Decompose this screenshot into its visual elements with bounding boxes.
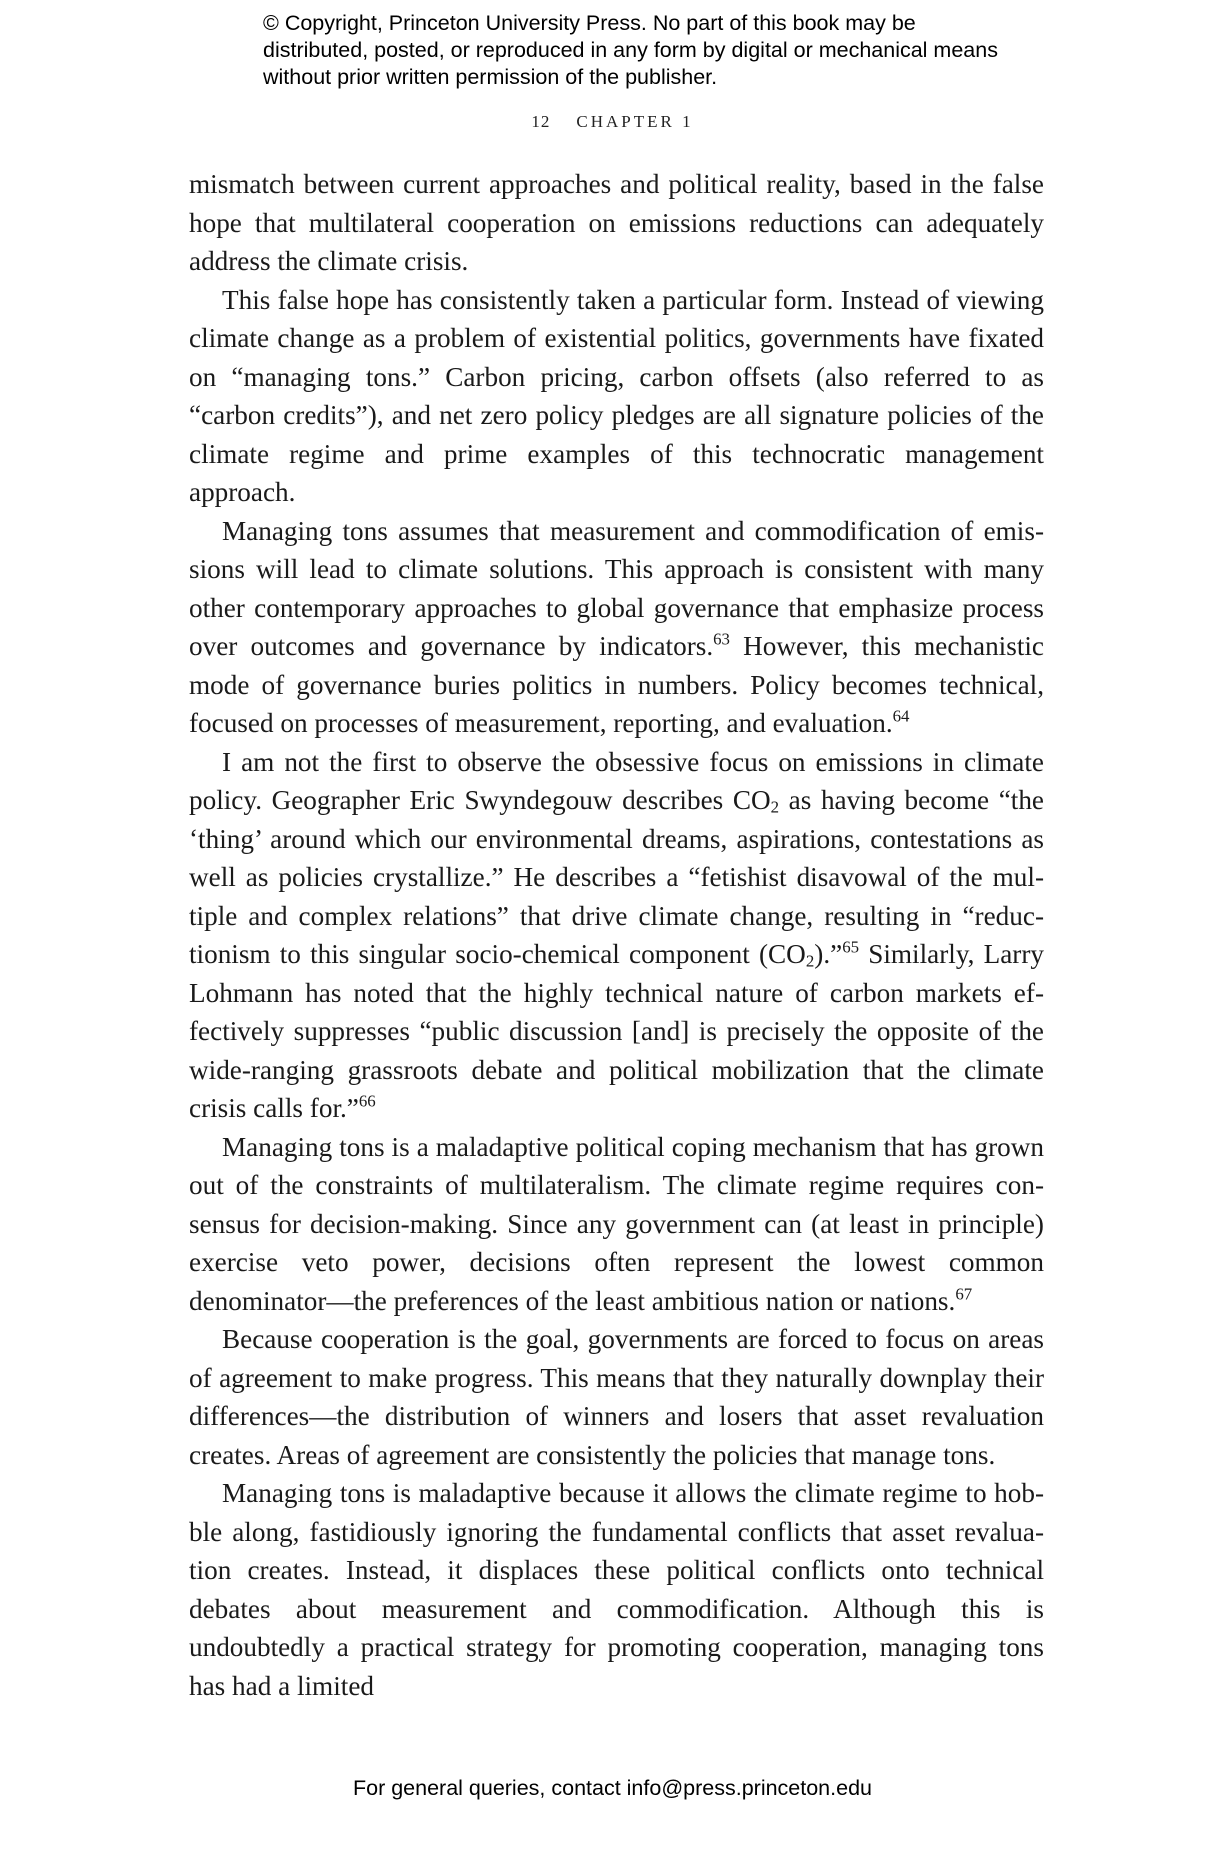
body-text [189,165,1044,1705]
paragraph: Managing tons assumes that measurement and commodification of emissions will lead to climate solutions. This approach is consistent with many other contemporary approaches to global governance that emphasize process over outcomes and governance by indicators.$^{63}$ However, this mechanistic mode of governance buries politics in numbers. Policy becomes technical, focused on processes of measurement, reporting, and evaluation.$^{64}$ [189,515,1044,738]
footnote-ref[interactable]: 67 [955,1284,973,1304]
paragraph: I am not the first to observe the obsessive focus on emissions in climate policy. Geographer Eric Swyndegouw describes $CO_2$ as having become “the ‘thing’ around which our environmental dreams, aspirations, contestations as well as policies crystallize.” He describes a “fetishist disavowal of the multiple and complex relations” that drive climate change, resulting in “reductionism to this singular socio-chemical component $(CO_2).”^{65}$ Similarly, Larry Lohmann has noted that the highly technical nature of carbon markets effectively suppresses “public discussion [and] is precisely the opposite of the wide-ranging grassroots debate and political mobilization that the climate crisis calls for.”$^{66}$ [189,746,1044,1123]
paragraph: This false hope has consistently taken a particular form. Instead of viewing climate change as a problem of existential politics, governments have fixated on “managing tons.” Carbon pricing, carbon offsets (also referred to as “carbon credits”), and net zero policy pledges are all signature policies of the climate regime and prime examples of this technocratic management approach. [189,284,1044,507]
footnote-ref[interactable]: 65 [842,937,860,957]
subscript: 2 [805,951,815,971]
paragraph: Because cooperation is the goal, governments are forced to focus on areas of agreement to make progress. This means that they naturally downplay their differences—the distribution of winners and losers that asset revaluation creates. Areas of agreement are consistently the policies that manage tons. [189,1324,1044,1470]
footer-contact: For general queries, contact info@press.princeton.edu [352,1776,872,1800]
chapter-label: CHAPTER 1 [576,112,694,131]
subscript: 2 [770,797,780,817]
footnote-ref[interactable]: 66 [358,1091,376,1111]
footnote-ref[interactable]: 63 [713,629,730,649]
paragraph: Managing tons is a maladaptive political coping mechanism that has grown out of the constraints of multilateralism. The climate regime requires consensus for decision-making. Since any government can (at least in principle) exercise veto power, decisions often represent the lowest common denominator—the preferences of the least ambitious nation or nations.$^{67}$ [189,1131,1044,1316]
copyright-notice: © Copyright, Princeton University Press. No part of this book may be distributed, posted, or reproduced in any form by digital or mechanical means without prior written permission of the publisher. [263,11,998,89]
paragraph: mismatch between current approaches and political reality, based in the false hope that multilateral cooperation on emissions reductions can adequately address the climate crisis. [189,169,1044,276]
footnote-ref[interactable]: 64 [892,706,910,726]
page-number: 12 [531,112,551,131]
running-head [0,112,1225,132]
paragraph: Managing tons is maladaptive because it allows the climate regime to hobble along, fastidiously ignoring the fundamental conflicts that asset revaluation creates. Instead, it displaces these political conflicts onto technical debates about measurement and commodification. Although this is undoubtedly a practical strategy for promoting cooperation, managing tons has had a limited [189,1478,1044,1701]
